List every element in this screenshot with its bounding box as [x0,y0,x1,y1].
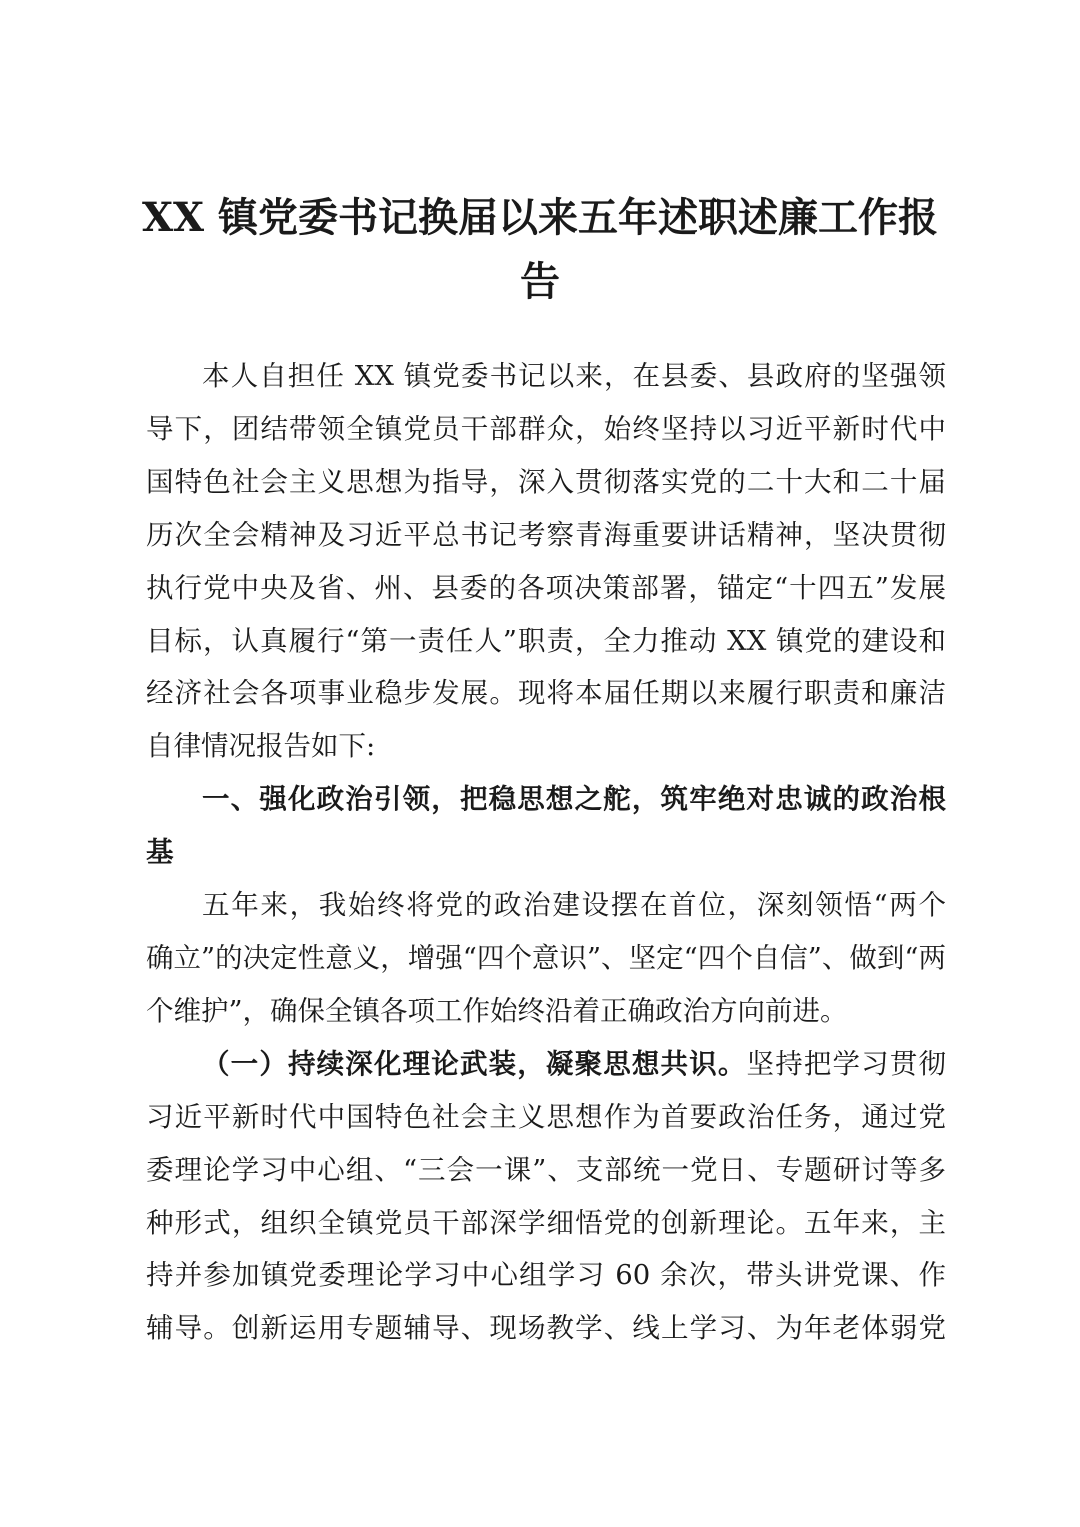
document-body [146,350,946,1355]
subsection-1-paragraph [146,1038,946,1355]
subsection-line: 持并参加镇党委理论学习中心组学习 60 余次，带头讲党课、作 [146,1259,946,1292]
document-title [140,186,940,314]
subsection-1-lead: （一）持续深化理论武装，凝聚思想共识。 [202,1047,747,1080]
subsection-line: 习近平新时代中国特色社会主义思想作为首要政治任务，通过党 [146,1100,946,1133]
section-intro-line: 个维护”，确保全镇各项工作始终沿着正确政治方向前进。 [146,994,848,1027]
subsection-line: 委理论学习中心组、“三会一课”、支部统一党日、专题研讨等多 [146,1153,946,1186]
section-intro-line: 确立”的决定性意义，增强“四个意识”、坚定“四个自信”、做到“两 [146,941,946,974]
section-1-heading [146,773,946,879]
subsection-line: 辅导。创新运用专题辅导、现场教学、线上学习、为年老体弱党 [146,1312,946,1345]
section-heading-line: 一、强化政治引领，把稳思想之舵，筑牢绝对忠诚的政治根 [202,783,946,816]
intro-line: 目标，认真履行“第一责任人”职责，全力推动 XX 镇党的建设和 [146,624,946,657]
section-1-intro [146,879,946,1038]
subsection-1-first-rest: 坚持把学习贯彻 [746,1047,947,1080]
intro-line: 本人自担任 XX 镇党委书记以来，在县委、县政府的坚强领 [202,360,946,392]
section-intro-line: 五年来，我始终将党的政治建设摆在首位，深刻领悟“两个 [202,889,946,922]
title-line-2: 告 [520,258,560,305]
intro-line: 历次全会精神及习近平总书记考察青海重要讲话精神，坚决贯彻 [146,518,946,551]
subsection-line: 种形式，组织全镇党员干部深学细悟党的创新理论。五年来，主 [146,1206,946,1239]
intro-line: 经济社会各项事业稳步发展。现将本届任期以来履行职责和廉洁 [146,677,946,710]
intro-line: 自律情况报告如下: [146,730,376,763]
intro-paragraph [146,350,946,773]
section-heading-line: 基 [146,836,174,869]
title-line-1: XX 镇党委书记换届以来五年述职述廉工作报 [142,194,938,241]
intro-line: 国特色社会主义思想为指导，深入贯彻落实党的二十大和二十届 [146,465,946,498]
intro-line: 执行党中央及省、州、县委的各项决策部署，锚定“十四五”发展 [146,571,946,604]
subsection-first-line [146,1038,946,1091]
intro-line: 导下，团结带领全镇党员干部群众，始终坚持以习近平新时代中 [146,412,946,445]
